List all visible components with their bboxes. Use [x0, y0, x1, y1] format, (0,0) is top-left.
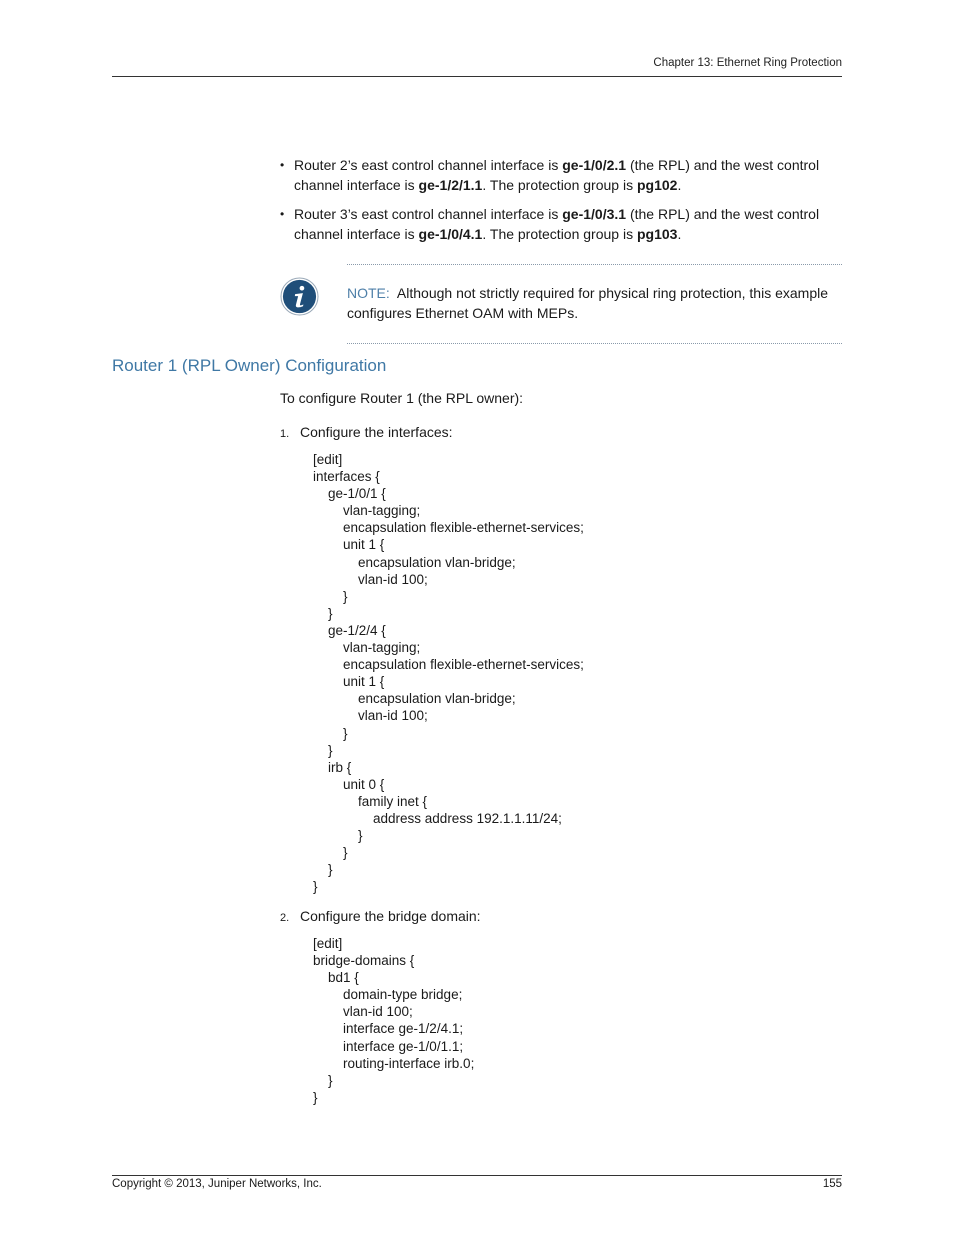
step-1: [280, 424, 453, 440]
west-interface: ge-1/2/1.1: [418, 177, 483, 193]
bullet-router-3: [280, 204, 842, 244]
router-bullet-list: [280, 155, 842, 253]
note-bottom-rule: [347, 343, 842, 344]
code-block-interfaces: [edit] interfaces { ge-1/0/1 { vlan-tagging; encapsulation flexible-ethernet-services; unit 1 { encapsulation vlan-bridge; vlan-id 100; } } ge-1/2/4 { vlan-tagging; encapsulation flexible-ethernet-services; unit 1 { encapsulation vlan-bridge; vlan-id 100; } } irb { unit 0 { family inet { address address 192.1.1.11/24; } } } }: [313, 452, 584, 895]
step-number: 1.: [280, 428, 290, 440]
bullet-text: (the RPL) and the west control channel interface is: [294, 206, 820, 242]
step-2: [280, 908, 481, 924]
code-block-bridge-domain: [edit] bridge-domains { bd1 { domain-type bridge; vlan-id 100; interface ge-1/2/4.1; interface ge-1/0/1.1; routing-interface irb.0; } }: [313, 936, 475, 1105]
running-header: Chapter 13: Ethernet Ring Protection: [653, 57, 842, 69]
bullet-text: .: [677, 226, 682, 242]
bullet-text: . The protection group is: [482, 226, 637, 242]
bullet-router-2: [280, 155, 842, 195]
section-intro: To configure Router 1 (the RPL owner):: [280, 390, 524, 406]
header-rule: [112, 76, 842, 77]
page-number: 155: [822, 1178, 842, 1190]
bullet-text: Router 2’s east control channel interface is: [294, 157, 563, 173]
bullet-text: . The protection group is: [482, 177, 637, 193]
bullet-text: (the RPL) and the west control channel interface is: [294, 157, 820, 193]
bullet-text: .: [677, 177, 682, 193]
info-icon: [280, 277, 319, 316]
step-text: Configure the interfaces:: [300, 424, 453, 440]
note-label: NOTE:: [347, 285, 390, 301]
step-number: 2.: [280, 912, 290, 924]
protection-group: pg103: [636, 226, 678, 242]
step-text: Configure the bridge domain:: [300, 908, 481, 924]
footer-rule: [112, 1175, 842, 1176]
copyright: Copyright © 2013, Juniper Networks, Inc.: [112, 1178, 322, 1190]
protection-group: pg102: [636, 177, 678, 193]
note-body: Although not strictly required for physical ring protection, this example configures Ethernet OAM with MEPs.: [347, 285, 829, 321]
east-interface: ge-1/0/2.1: [562, 157, 627, 173]
bullet-text: Router 3’s east control channel interface is: [294, 206, 563, 222]
note-top-rule: [347, 264, 842, 265]
note-text: [347, 284, 842, 323]
west-interface: ge-1/0/4.1: [418, 226, 483, 242]
east-interface: ge-1/0/3.1: [562, 206, 627, 222]
section-heading: Router 1 (RPL Owner) Configuration: [112, 356, 387, 375]
